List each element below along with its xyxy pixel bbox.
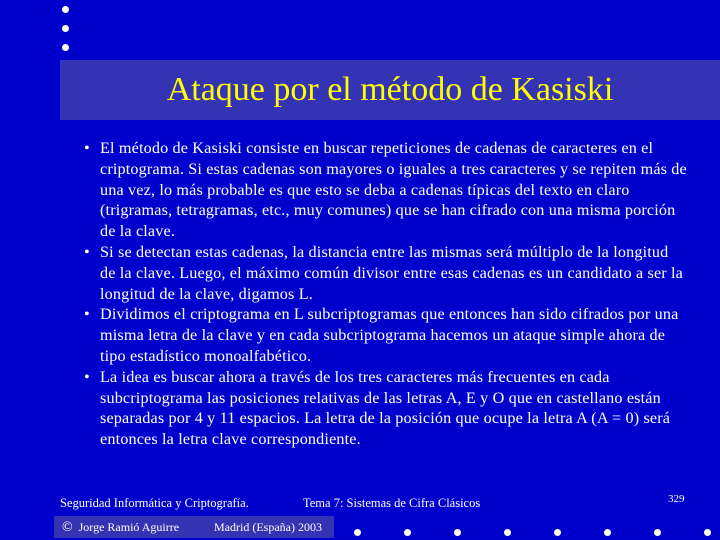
bullet-icon: • [84,305,90,324]
decorative-dot [554,529,561,536]
footer-topic: Tema 7: Sistemas de Cifra Clásicos [303,496,481,510]
decorative-dot [604,529,611,536]
decorative-dot [62,25,69,32]
decorative-dot [354,529,361,536]
bullet-list [84,138,688,450]
copyright-icon: © [62,520,73,535]
bullet-text: Dividimos el criptograma en L subcriptogramas que entonces han sido cifrados por una misma letra de la clave y en cada subcriptograma hacemos un ataque simple ahora de tipo estadístico monoalfabético. [100,305,679,365]
bullet-icon: • [84,367,90,386]
bullet-item [84,367,688,450]
bullet-text: Si se detectan estas cadenas, la distancia entre las mismas será múltiplo de la longitud de la clave. Luego, el máximo común divisor entre esas cadenas es un candidato a ser la longitud de la clave, digamos L. [100,242,683,303]
bullet-icon: • [84,139,90,157]
bullet-text: El método de Kasiski consiste en buscar repeticiones de cadenas de caracteres en el criptograma. Si estas cadenas son mayores o iguales a tres caracteres y se repiten más de una vez, lo más probable es que esto se deba a cadenas típicas del texto en claro (trigramas, tetragramas, etc., muy comunes) que se han cifrado con una misma porción de la clave. [100,139,687,241]
footer-course: Seguridad Informática y Criptografía. [60,496,249,510]
bullet-item [84,138,688,242]
author-credit [62,520,179,536]
bullet-icon: • [84,242,90,261]
decorative-dot [62,44,69,51]
slide-title: Ataque por el método de Kasiski [166,71,614,108]
decorative-dot [704,529,711,536]
decorative-dot [404,529,411,536]
author-name: Jorge Ramió Aguirre [78,520,180,534]
bullet-item [84,242,688,304]
decorative-dot [654,529,661,536]
decorative-dot [504,529,511,536]
decorative-dot [62,6,69,13]
bullet-text: La idea es buscar ahora a través de los tres caracteres más frecuentes en cada subcriptograma las posiciones relativas de las letras A, E y O que en castellano están separadas por 4 y 11 espacios. La letra de la posición que ocupe la letra A (A = 0) será entonces la letra clave correspondiente. [100,367,671,449]
bullet-item [84,304,688,366]
page-number: 329 [668,493,685,505]
decorative-dot [454,529,461,536]
place-year: Madrid (España) 2003 [214,520,322,534]
